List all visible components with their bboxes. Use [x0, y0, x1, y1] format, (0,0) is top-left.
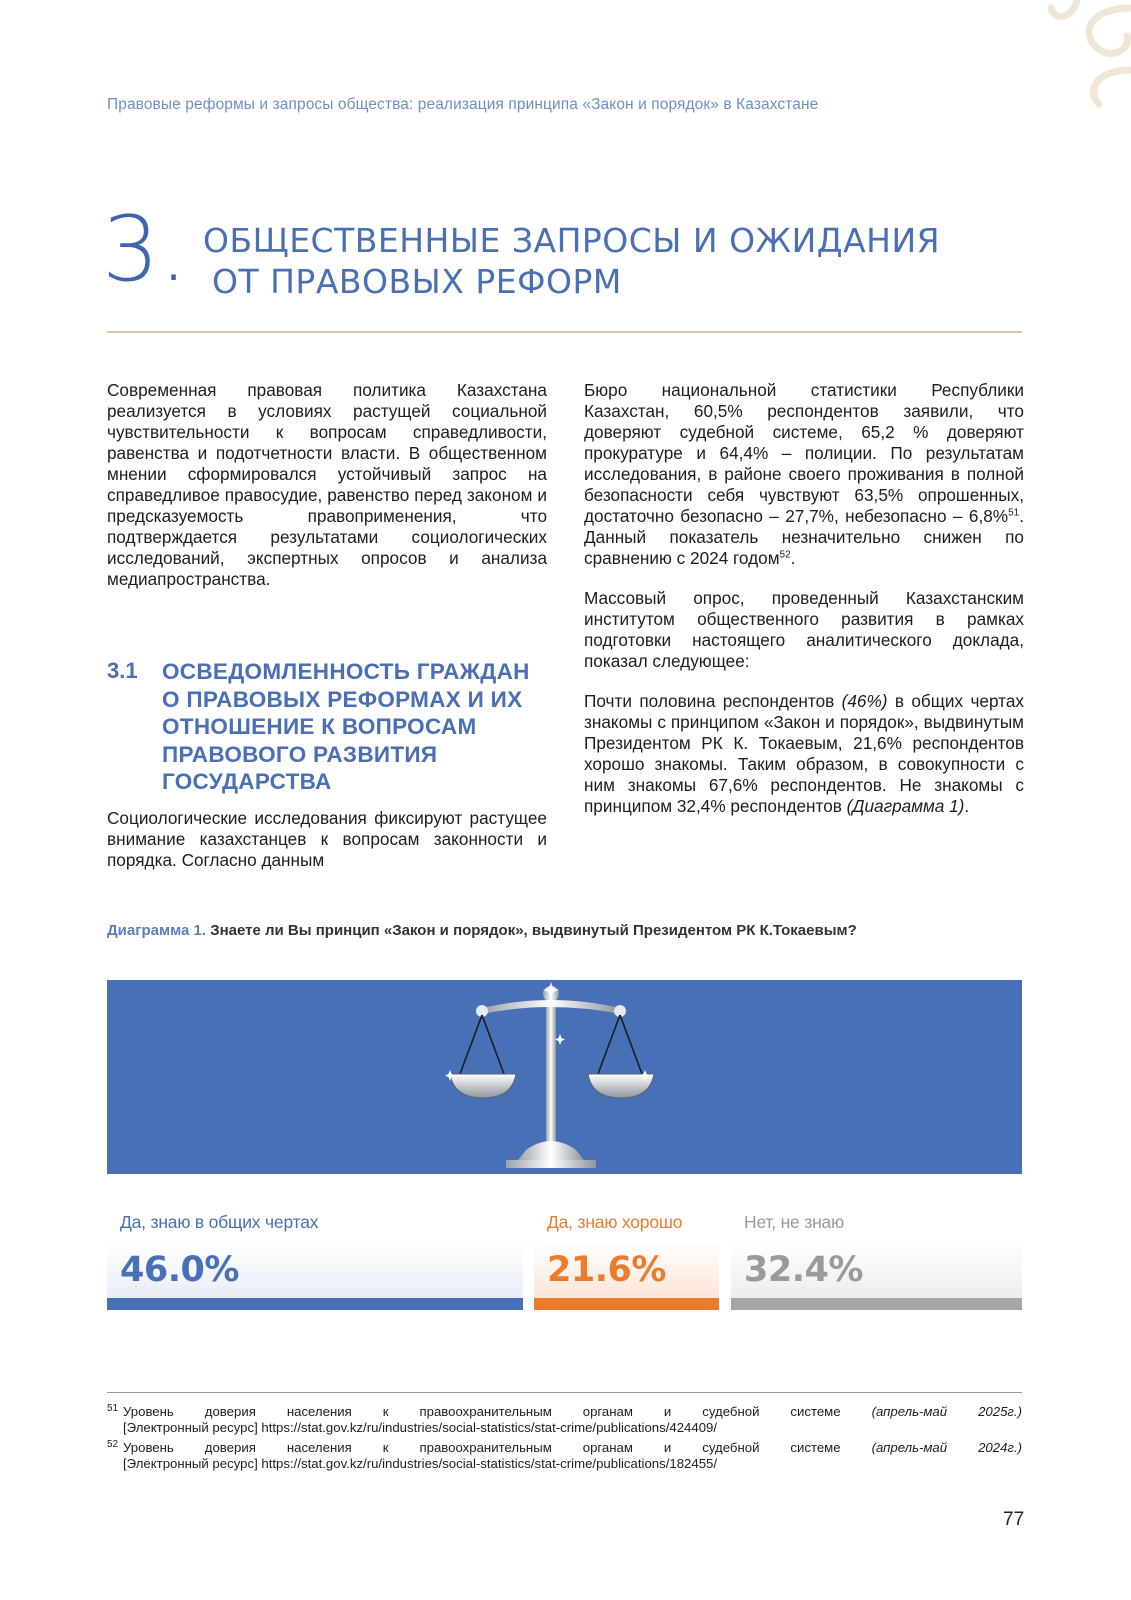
- stat-value: 32.4%: [744, 1250, 863, 1290]
- stat-yes-well: [534, 1212, 719, 1290]
- footnote-word: к: [382, 1404, 389, 1419]
- stat-bar: [534, 1298, 719, 1310]
- right-column: [584, 380, 1024, 817]
- stat-label: Да, знаю в общих чертах: [120, 1212, 319, 1232]
- stat-label: Нет, не знаю: [744, 1212, 844, 1232]
- footnote-word: системе: [790, 1440, 841, 1455]
- footnote-word: судебной: [702, 1404, 760, 1419]
- footnote-date: (апрель-май: [871, 1404, 948, 1419]
- footnote-word: системе: [790, 1404, 841, 1419]
- footnote-word: судебной: [702, 1440, 760, 1455]
- footnote-number: 52: [107, 1439, 119, 1450]
- chapter-title-line2: ОТ ПРАВОВЫХ РЕФОРМ: [212, 262, 622, 301]
- footnote-word: Уровень: [123, 1404, 174, 1419]
- footnote-word: населения: [286, 1404, 352, 1419]
- statistics-text: Бюро национальной статистики Республики Казахстан, 60,5% респондентов заявили, что доверяют судебной системе, 65,2 % доверяют прокуратуре и 64,4% – полиции. По результатам исследования, в районе своего проживания в полной безопасности себя чувствуют 63,5% опрошенных, достаточно безопасно – 27,7%, небезопасно – 6,8%: [584, 380, 1024, 526]
- footnote-52: [107, 1440, 1022, 1472]
- stat-value: 21.6%: [547, 1250, 666, 1290]
- footnote-word: правоохранительным: [419, 1404, 552, 1419]
- diagram-caption: [107, 922, 857, 939]
- statistics-paragraph: [584, 380, 1024, 569]
- stat-bar: [731, 1298, 1022, 1310]
- footnote-word: населения: [286, 1440, 352, 1455]
- left-column-intro: [107, 380, 547, 590]
- footnote-51: [107, 1404, 1022, 1436]
- footnote-date: (апрель-май: [871, 1440, 948, 1455]
- footnote-word: и: [663, 1404, 672, 1419]
- results-text-2: в общих чертах знакомы с принципом «Закон и порядок», выдвинутым Президентом РК К. Токаевым, 21,6% респондентов хорошо знакомы. Таким образом, в совокупности с ним знакомы 67,6% респондентов. Не знакомы с принципом 32,4% респондентов: [584, 691, 1024, 816]
- footnote-number: 51: [107, 1403, 119, 1414]
- footnote-word: доверия: [204, 1440, 256, 1455]
- survey-paragraph: Массовый опрос, проведенный Казахстанским институтом общественного развития в рамках подготовки настоящего аналитического доклада, показал следующее:: [584, 588, 1024, 671]
- footnote-year: 2024г.): [978, 1440, 1022, 1455]
- statistics-text-2: . Данный показатель незначительно снижен по сравнению с 2024 годом: [584, 506, 1024, 568]
- footnote-line1: [123, 1404, 1022, 1420]
- footnote-ref-51[interactable]: 51: [1008, 507, 1020, 519]
- section-number: 3.1: [107, 658, 138, 683]
- diagram-reference: (Диаграмма 1): [846, 796, 965, 816]
- stat-bar: [107, 1298, 523, 1310]
- footnote-line1: [123, 1440, 1022, 1456]
- footnote-word: органам: [582, 1404, 633, 1419]
- research-paragraph: Социологические исследования фиксируют растущее внимание казахстанцев к вопросам законности и порядка. Согласно данным: [107, 808, 547, 870]
- left-column-continued: [107, 808, 547, 871]
- chapter-divider: [107, 331, 1022, 333]
- chapter-title: [203, 220, 1003, 302]
- footnote-word: к: [382, 1440, 389, 1455]
- section-title: ОСВЕДОМЛЕННОСТЬ ГРАЖДАН О ПРАВОВЫХ РЕФОРМАХ И ИХ ОТНОШЕНИЕ К ВОПРОСАМ ПРАВОВОГО РАЗВИТИЯ ГОСУДАРСТВА: [162, 659, 530, 794]
- running-header: Правовые реформы и запросы общества: реализация принципа «Закон и порядок» в Казахстане: [107, 96, 819, 113]
- results-percent: (46%): [841, 691, 888, 711]
- footnote-word: Уровень: [123, 1440, 174, 1455]
- footnote-year: 2025г.): [978, 1404, 1022, 1419]
- footnote-link[interactable]: [Электронный ресурс] https://stat.gov.kz/ru/industries/social-statistics/stat-crime/publications/424409/: [123, 1420, 718, 1435]
- footnote-divider: [107, 1392, 1022, 1393]
- footnote-body: [123, 1404, 1022, 1436]
- footnote-ref-52[interactable]: 52: [779, 549, 791, 561]
- scales-of-justice-icon: [440, 982, 690, 1172]
- ornament-decoration: [981, 0, 1131, 110]
- results-text: Почти половина респондентов: [584, 691, 842, 711]
- results-text-end: .: [964, 796, 970, 816]
- statistics-text-end: .: [790, 548, 796, 568]
- intro-paragraph: Современная правовая политика Казахстана реализуется в условиях растущей социальной чувствительности к вопросам справедливости, равенства и подотчетности власти. В общественном мнении сформировался устойчивый запрос на справедливое правосудие, равенство перед законом и предсказуемость правоприменения, что подтверждается результатами социологических исследований, экспертных опросов и анализа медиапространства.: [107, 380, 547, 589]
- stat-no: [731, 1212, 1022, 1290]
- chapter-title-line1: ОБЩЕСТВЕННЫЕ ЗАПРОСЫ И ОЖИДАНИЯ: [203, 221, 941, 260]
- stat-value: 46.0%: [120, 1250, 239, 1290]
- footnote-word: и: [663, 1440, 672, 1455]
- stat-yes-general: [107, 1212, 523, 1290]
- diagram-caption-label: Диаграмма 1.: [107, 922, 207, 939]
- footnote-word: доверия: [204, 1404, 256, 1419]
- page-number: 77: [1003, 1509, 1025, 1530]
- stat-label: Да, знаю хорошо: [547, 1212, 683, 1232]
- footnote-body: [123, 1440, 1022, 1472]
- results-paragraph: [584, 691, 1024, 817]
- diagram-caption-text: Знаете ли Вы принцип «Закон и порядок», выдвинутый Президентом РК К.Токаевым?: [206, 922, 857, 939]
- chapter-number: 3.: [102, 197, 188, 302]
- footnote-link[interactable]: [Электронный ресурс] https://stat.gov.kz/ru/industries/social-statistics/stat-crime/publications/182455/: [123, 1456, 718, 1471]
- footnote-word: правоохранительным: [419, 1440, 552, 1455]
- footnote-word: органам: [582, 1440, 633, 1455]
